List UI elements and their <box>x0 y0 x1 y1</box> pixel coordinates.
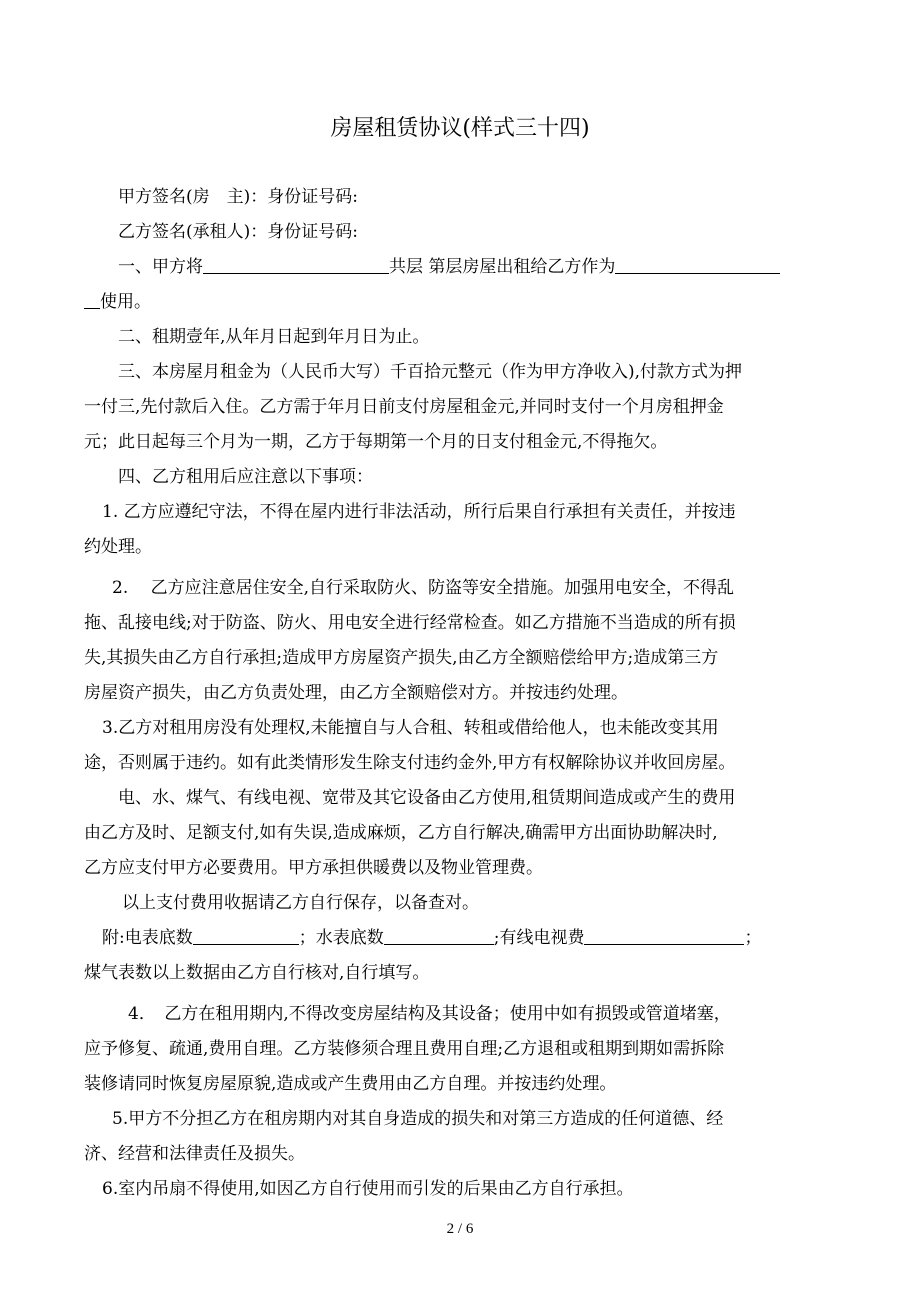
section-heading: 四、乙方租用后应注意以下事项： <box>118 467 373 487</box>
paragraph-line <box>84 1102 830 1137</box>
clause-text: 煤气表数以上数据由乙方自行核对,自行填写。 <box>84 963 430 983</box>
paragraph-line <box>84 1137 830 1172</box>
clause-text: 附:电表底数 <box>102 928 193 948</box>
clause-text: 装修请同时恢复房屋原貌,造成或产生费用由乙方自理。并按违约处理。 <box>84 1074 617 1094</box>
clause-text: 6.室内吊扇不得使用,如因乙方自行使用而引发的后果由乙方自行承担。 <box>102 1179 634 1199</box>
paragraph-line <box>84 676 830 711</box>
clause-text: 共层 第层房屋出租给乙方作为 <box>389 257 616 277</box>
clause-text: 拖、乱接电线;对于防盗、防火、用电安全进行经常检查。如乙方措施不当造成的所有损 <box>84 613 736 633</box>
clause-text: ；水表底数 <box>298 928 384 948</box>
clause-text: 使用。 <box>100 292 151 312</box>
cable-tv-fee-blank[interactable] <box>584 922 744 945</box>
electricity-meter-blank[interactable] <box>193 922 299 945</box>
clause-text: 3.乙方对租用房没有处理权,未能擅自与人合租、转租或借给他人，也未能改变其用 <box>102 718 719 738</box>
paragraph-line <box>84 530 830 565</box>
clause-text: 失,其损失由乙方自行承担;造成甲方房屋资产损失,由乙方全额赔偿给甲方;造成第三方 <box>84 648 719 668</box>
clause-text: 一付三,先付款后入住。乙方需于年月日前支付房屋租金元,并同时支付一个月房租押金 <box>84 397 724 417</box>
clause-text: ;有线电视费 <box>493 928 585 948</box>
fill-in-blank[interactable] <box>84 286 100 309</box>
clause-text: 应予修复、疏通,费用自理。乙方装修须合理且费用自理;乙方退租或租期到期如需拆除 <box>84 1039 725 1059</box>
paragraph-line <box>84 1172 830 1207</box>
clause-text: 乙方应支付甲方必要费用。甲方承担供暖费以及物业管理费。 <box>84 858 543 878</box>
clause-text: 三、本房屋月租金为（人民币大写）千百拾元整元（作为甲方净收入),付款方式为押 <box>118 362 743 382</box>
clause-text: 途，否则属于违约。如有此类情形发生除支付违约金外,甲方有权解除协议并收回房屋。 <box>84 753 736 773</box>
paragraph-line <box>84 1032 830 1067</box>
clause-text: 1. 乙方应遵纪守法，不得在屋内进行非法活动，所行后果自行承担有关责任，并按违 <box>102 502 736 522</box>
paragraph-line <box>84 606 830 641</box>
fill-in-blank[interactable] <box>203 251 389 274</box>
party-b-signature-line: 乙方签名(承租人)：身份证号码: <box>118 222 358 242</box>
paragraph-line <box>84 781 830 816</box>
paragraph-line <box>84 641 830 676</box>
paragraph-line <box>84 571 830 606</box>
clause-text: 4． 乙方在租用期内,不得改变房屋结构及其设备；使用中如有损毁或管道堵塞， <box>128 1004 731 1024</box>
water-meter-blank[interactable] <box>384 922 494 945</box>
document-title: 房屋租赁协议(样式三十四) <box>330 116 590 141</box>
clause-text: 2. 乙方应注意居住安全,自行采取防火、防盗等安全措施。加强用电安全，不得乱 <box>112 578 735 598</box>
paragraph-line <box>84 215 830 250</box>
paragraph-line <box>84 320 830 355</box>
paragraph-line <box>84 886 830 921</box>
paragraph-line <box>84 390 830 425</box>
clause-text: 元；此日起每三个月为一期，乙方于每期第一个月的日支付租金元,不得拖欠。 <box>84 432 668 452</box>
clause-text: 二、租期壹年,从年月日起到年月日为止。 <box>118 327 430 347</box>
paragraph-line <box>84 285 830 320</box>
paragraph-line <box>84 711 830 746</box>
paragraph-line <box>84 425 830 460</box>
clause-text: 由乙方及时、足额支付,如有失误,造成麻烦，乙方自行解决,确需甲方出面协助解决时, <box>84 823 718 843</box>
clause-text: 房屋资产损失，由乙方负责处理，由乙方全额赔偿对方。并按违约处理。 <box>84 683 628 703</box>
clause-text: 以上支付费用收据请乙方自行保存，以备查对。 <box>122 893 479 913</box>
paragraph-line <box>84 921 830 956</box>
paragraph-line <box>84 816 830 851</box>
paragraph-line <box>84 460 830 495</box>
paragraph-line <box>84 180 830 215</box>
paragraph-line <box>84 851 830 886</box>
paragraph-line <box>84 355 830 390</box>
paragraph-line <box>84 1067 830 1102</box>
paragraph-line <box>84 746 830 781</box>
paragraph-line <box>84 250 830 285</box>
clause-text: ； <box>744 928 762 948</box>
clause-text: 一、甲方将 <box>118 257 203 277</box>
paragraph-line <box>84 495 830 530</box>
paragraph-line <box>84 997 830 1032</box>
paragraph-line <box>84 956 830 991</box>
fill-in-blank[interactable] <box>615 251 780 274</box>
page-number: 2 / 6 <box>446 1221 474 1237</box>
party-a-signature-line: 甲方签名(房 主)：身份证号码: <box>118 187 358 207</box>
clause-text: 电、水、煤气、有线电视、宽带及其它设备由乙方使用,租赁期间造成或产生的费用 <box>118 788 736 808</box>
clause-text: 5.甲方不分担乙方在租房期内对其自身造成的损失和对第三方造成的任何道德、经 <box>112 1109 724 1129</box>
clause-text: 济、经营和法律责任及损失。 <box>84 1144 305 1164</box>
document-body <box>84 180 830 1207</box>
clause-text: 约处理。 <box>84 537 152 557</box>
